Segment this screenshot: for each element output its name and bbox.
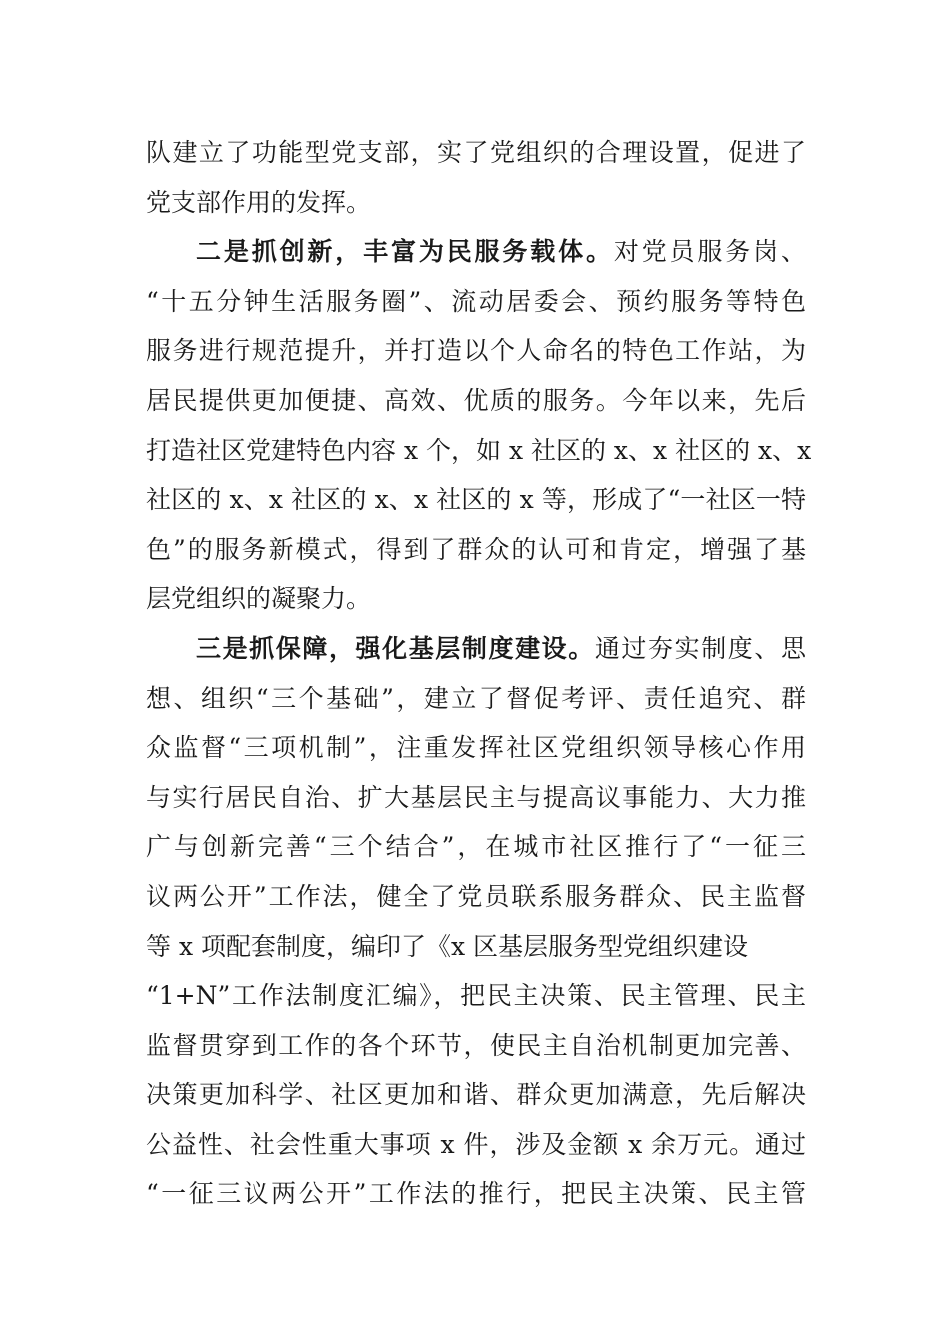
text-line: 与实行居民自治、扩大基层民主与提高议事能力、大力推 bbox=[146, 782, 806, 812]
paragraph-innovation bbox=[146, 227, 812, 624]
text-line bbox=[146, 624, 806, 674]
text-line: 议两公开”工作法，健全了党员联系服务群众、民主监督 bbox=[146, 881, 806, 911]
heading-continuation: 通过夯实制度、思 bbox=[594, 633, 806, 663]
text-line: 居民提供更加便捷、高效、优质的服务。今年以来，先后 bbox=[146, 385, 806, 415]
body-text bbox=[146, 128, 812, 1219]
text-line: 色”的服务新模式，得到了群众的认可和肯定，增强了基 bbox=[146, 534, 806, 564]
heading-continuation: 对党员服务岗、 bbox=[613, 237, 806, 267]
paragraph-guarantee bbox=[146, 624, 806, 1219]
text-line: “十五分钟生活服务圈”、流动居委会、预约服务等特色 bbox=[146, 286, 806, 316]
text-line: 众监督“三项机制”，注重发挥社区党组织领导核心作用 bbox=[146, 733, 806, 763]
paragraph-continuation bbox=[146, 128, 806, 227]
text-line: “1+N”工作法制度汇编》，把民主决策、民主管理、民主 bbox=[146, 981, 806, 1011]
text-line: 决策更加科学、社区更加和谐、群众更加满意，先后解决 bbox=[146, 1080, 806, 1110]
text-line: 监督贯穿到工作的各个环节，使民主自治机制更加完善、 bbox=[146, 1030, 806, 1060]
text-line: 党支部作用的发挥。 bbox=[146, 187, 372, 217]
text-line: 广与创新完善“三个结合”，在城市社区推行了“一征三 bbox=[146, 832, 806, 862]
text-line: 服务进行规范提升，并打造以个人命名的特色工作站，为 bbox=[146, 336, 806, 366]
paragraph-heading: 二是抓创新，丰富为民服务载体。 bbox=[196, 237, 614, 267]
text-line: 层党组织的凝聚力。 bbox=[146, 584, 372, 614]
text-line: 想、组织“三个基础”，建立了督促考评、责任追究、群 bbox=[146, 683, 806, 713]
text-line: 队建立了功能型党支部，实了党组织的合理设置，促进了 bbox=[146, 138, 806, 167]
text-line: 公益性、社会性重大事项 x 件，涉及金额 x 余万元。通过 bbox=[146, 1129, 806, 1159]
text-line bbox=[146, 227, 806, 277]
text-line: 打造社区党建特色内容 x 个，如 x 社区的 x、x 社区的 x、x bbox=[146, 435, 812, 465]
text-line: 社区的 x、x 社区的 x、x 社区的 x 等，形成了“一社区一特 bbox=[146, 485, 806, 515]
text-line: “一征三议两公开”工作法的推行，把民主决策、民主管 bbox=[146, 1179, 806, 1209]
text-line: 等 x 项配套制度，编印了《x 区基层服务型党组织建设 bbox=[146, 931, 749, 961]
paragraph-heading: 三是抓保障，强化基层制度建设。 bbox=[196, 633, 595, 663]
